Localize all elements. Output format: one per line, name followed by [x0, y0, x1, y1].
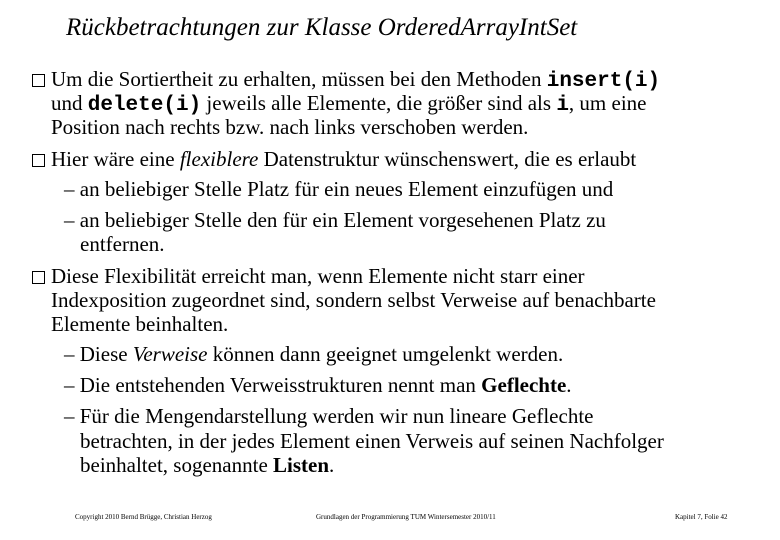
bullet-2-sub-2: – an beliebiger Stelle den für ein Element vorgesehenen Platz zu — [64, 208, 606, 232]
bold-term: Geflechte — [481, 373, 567, 397]
text: Hier wäre eine — [51, 147, 180, 171]
emphasis: flexiblere — [179, 147, 259, 171]
text: . — [329, 453, 335, 477]
text: Um die Sortiertheit zu erhalten, müssen bei den Methoden — [51, 67, 547, 91]
emphasis: Verweise — [132, 342, 208, 366]
bullet-3-sub-3-cont-1: betrachten, in der jedes Element einen Verweis auf seinen Nachfolger — [80, 429, 664, 453]
bullet-3-line-1 — [32, 263, 585, 290]
bold-term: Listen — [273, 453, 330, 477]
code-i: i — [556, 94, 569, 117]
text: Datenstruktur wünschenswert, die es erlaubt — [258, 147, 637, 171]
bullet-box-icon — [32, 154, 45, 167]
bullet-2-sub-2-cont: entfernen. — [80, 232, 165, 256]
bullet-3-sub-3: – Für die Mengendarstellung werden wir nun lineare Geflechte — [64, 404, 594, 428]
text: Diese Flexibilität erreicht man, wenn Elemente nicht starr einer — [51, 264, 585, 288]
bullet-1-line-3: Position nach rechts bzw. nach links verschoben werden. — [51, 115, 529, 139]
text: beinhaltet, sogenannte — [80, 453, 274, 477]
bullet-3-sub-3-cont-2 — [80, 452, 334, 479]
bullet-2-line-1 — [32, 146, 636, 173]
slide-title: Rückbetrachtungen zur Klasse OrderedArrayIntSet — [66, 14, 578, 41]
text: – Die entstehenden Verweisstrukturen nennt man — [64, 373, 482, 397]
text: – Diese — [64, 342, 133, 366]
bullet-box-icon — [32, 74, 45, 87]
bullet-3-sub-2 — [64, 372, 572, 399]
bullet-3-sub-1 — [64, 341, 563, 368]
text: jeweils alle Elemente, die größer sind als — [201, 91, 557, 115]
bullet-3-line-2: Indexposition zugeordnet sind, sondern selbst Verweise auf benachbarte — [51, 288, 656, 312]
code-delete: delete(i) — [87, 94, 202, 117]
footer-course: Grundlagen der Programmierung TUM Wintersemester 2010/11 — [316, 513, 496, 521]
text: und — [51, 91, 88, 115]
text: , um eine — [568, 91, 647, 115]
footer-slide-number: Kapitel 7, Folie 42 — [675, 513, 728, 521]
bullet-3-line-3: Elemente beinhalten. — [51, 312, 229, 336]
text: können dann geeignet umgelenkt werden. — [207, 342, 564, 366]
bullet-2-sub-1: – an beliebiger Stelle Platz für ein neues Element einzufügen und — [64, 177, 614, 201]
footer-copyright: Copyright 2010 Bernd Brügge, Christian Herzog — [75, 513, 212, 521]
bullet-box-icon — [32, 271, 45, 284]
text: . — [566, 373, 572, 397]
code-insert: insert(i) — [546, 70, 661, 93]
